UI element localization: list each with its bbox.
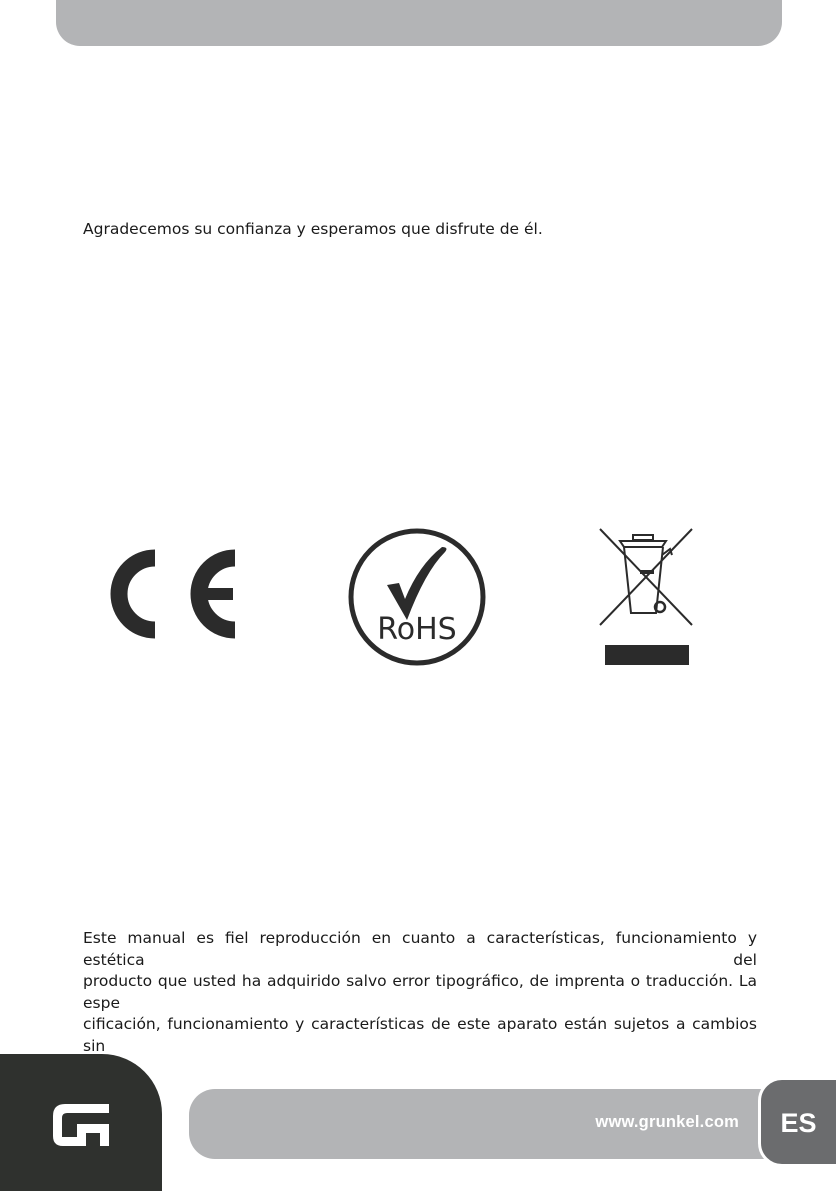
language-label: ES [780, 1108, 817, 1138]
language-tab [758, 1077, 839, 1167]
disclaimer-text [83, 928, 757, 1057]
brand-block [0, 1054, 162, 1191]
rohs-label: RoHS [377, 612, 457, 647]
disclaimer-line: cificación, funcionamiento y características de este aparato están sujetos a cambios sin [83, 1015, 757, 1055]
header-bar [56, 0, 782, 46]
grunkel-logo-icon [53, 1104, 109, 1146]
ce-mark-icon [103, 545, 239, 643]
website-link[interactable]: www.grunkel.com [595, 1113, 739, 1131]
disclaimer-line: producto que usted ha adquirido salvo error tipográfico, de imprenta o traducción. La espe [83, 972, 757, 1012]
weee-bin-icon [596, 525, 696, 670]
disclaimer-line: Este manual es fiel reproducción en cuanto a características, funcionamiento y estética del [83, 929, 757, 969]
footer-bar [189, 1089, 809, 1159]
intro-text: Agradecemos su confianza y esperamos que disfrute de él. [83, 220, 543, 238]
rohs-mark-icon [347, 527, 487, 667]
